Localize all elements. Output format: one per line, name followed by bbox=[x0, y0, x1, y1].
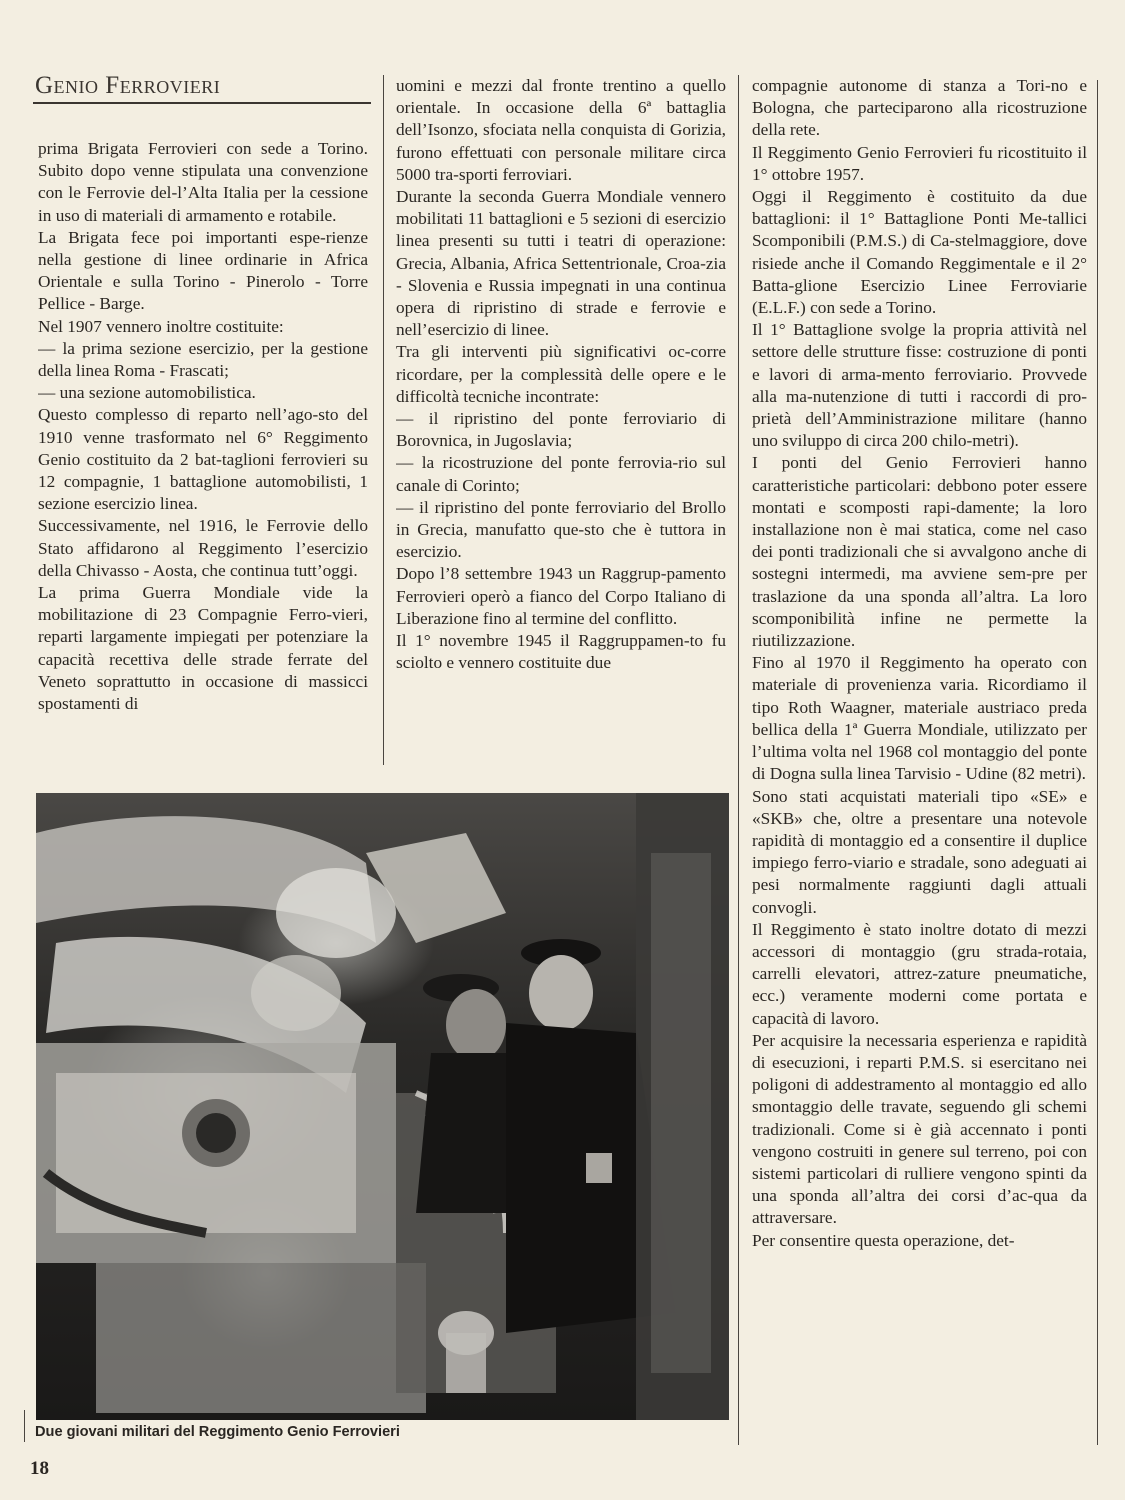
paragraph: Nel 1907 vennero inoltre costituite: bbox=[38, 316, 284, 336]
paragraph: Per consentire questa operazione, det- bbox=[752, 1230, 1015, 1250]
photo-caption: Due giovani militari del Reggimento Genio Ferrovieri bbox=[35, 1424, 400, 1440]
column-divider bbox=[738, 75, 739, 1445]
paragraph: Il Reggimento è stato inoltre dotato di mezzi accessori di montaggio (gru strada-rotaia, carrelli elevatori, attrez-zature pneumatiche, ecc.) veramente moderni come portata e capacità di lavoro. bbox=[752, 919, 1087, 1028]
section-title-rule bbox=[33, 102, 371, 104]
section-title: Genio Ferrovieri bbox=[35, 72, 221, 99]
text-column-1 bbox=[38, 138, 368, 768]
paragraph: La Brigata fece poi importanti espe-rienze nella gestione di linee ordinarie in Africa Orientale e sulla Torino - Pinerolo - Torre Pellice - Barge. bbox=[38, 227, 368, 314]
paragraph: — il ripristino del ponte ferroviario di Borovnica, in Jugoslavia; bbox=[396, 409, 726, 451]
paragraph: Successivamente, nel 1916, le Ferrovie dello Stato affidarono al Reggimento l’esercizio della Chivasso - Aosta, che continua tutt’oggi. bbox=[38, 516, 368, 580]
page-number: 18 bbox=[30, 1458, 49, 1479]
paragraph: I ponti del Genio Ferrovieri hanno caratteristiche particolari: debbono poter essere montati e scomposti rapi-damente; la loro installazione non è mai statica, come nel caso dei ponti tradizionali che si avvalgono anche di sostegni intermedi, ma avviene sem-pre per traslazione da una sponda all’altra. La loro scomponibilità infine ne permette la riutilizzazione. bbox=[752, 453, 1087, 651]
text-column-3 bbox=[752, 75, 1087, 1483]
photo-engine-room bbox=[36, 793, 729, 1420]
text-column-2 bbox=[396, 75, 726, 769]
paragraph: Dopo l’8 settembre 1943 un Raggrup-pamento Ferrovieri operò a fianco del Corpo Italiano di Liberazione fino al termine del conflitto. bbox=[396, 564, 726, 628]
paragraph: — la prima sezione esercizio, per la gestione della linea Roma - Frascati; bbox=[38, 338, 368, 381]
paragraph: Tra gli interventi più significativi oc-corre ricordare, per la complessità delle opere e le difficoltà tecniche incontrate: bbox=[396, 342, 726, 406]
paragraph: Questo complesso di reparto nell’ago-sto del 1910 venne trasformato nel 6° Reggimento Genio costituito da 2 bat-taglioni ferrovieri su 12 compagnie, 1 battaglione automobilisti, 1 sezione esercizio linea. bbox=[38, 405, 368, 514]
paragraph: Il 1° novembre 1945 il Raggruppamen-to fu sciolto e vennero costituite due bbox=[396, 631, 726, 673]
paragraph: Per acquisire la necessaria esperienza e rapidità di esecuzioni, i reparti P.M.S. si esercitano nei poligoni di addestramento al montaggio ed allo smontaggio delle travate, seguendo gli schemi tradizionali. Come si è già accennato i ponti vengono costruiti in genere sul terreno, poi con sistemi particolari di rulliere vengono spinti da una sponda all’altra dei corsi d’ac-qua da attraversare. bbox=[752, 1030, 1087, 1228]
paragraph: Il 1° Battaglione svolge la propria attività nel settore delle strutture fisse: costruzione di ponti e lavori di arma-mento ferroviario. Provvede alla ma-nutenzione di tutti i raccordi di pro-prietà dell’Amministrazione militare (hanno uno sviluppo di circa 200 chilo-metri). bbox=[752, 320, 1087, 451]
paragraph: Oggi il Reggimento è costituito da due battaglioni: il 1° Battaglione Ponti Me-tallici Scomponibili (P.M.S.) di Ca-stelmaggiore, dove risiede anche il Comando Reggimentale e il 2° Batta-glione Esercizio Linee Ferroviarie (E.L.F.) con sede a Torino. bbox=[752, 187, 1087, 318]
paragraph: La prima Guerra Mondiale vide la mobilitazione di 23 Compagnie Ferro-vieri, reparti largamente impiegati per potenziare la capacità recettiva delle strade ferrate del Veneto soprattutto in occasione di massicci spostamenti di bbox=[38, 583, 368, 714]
paragraph: compagnie autonome di stanza a Tori-no e Bologna, che parteciparono alla ricostruzione della rete. bbox=[752, 76, 1087, 140]
paragraph: prima Brigata Ferrovieri con sede a Torino. Subito dopo venne stipulata una convenzione con le Ferrovie del-l’Alta Italia per la cessione in uso di materiali di armamento e rotabile. bbox=[38, 139, 368, 225]
paragraph: — il ripristino del ponte ferroviario del Brollo in Grecia, manufatto que-sto che è tuttora in esercizio. bbox=[396, 497, 726, 562]
paragraph: Il Reggimento Genio Ferrovieri fu ricostituito il 1° ottobre 1957. bbox=[752, 142, 1087, 184]
photo-illustration bbox=[36, 793, 729, 1420]
paragraph: — una sezione automobilistica. bbox=[38, 383, 256, 403]
paragraph: Fino al 1970 il Reggimento ha operato con materiale di provenienza varia. Ricordiamo il tipo Roth Waagner, materiale austriaco preda bellica della 1ª Guerra Mondiale, utilizzato per l’ultima volta nel 1968 col montaggio del ponte di Dogna sulla linea Tarvisio - Udine (82 metri). bbox=[752, 653, 1087, 784]
paragraph: uomini e mezzi dal fronte trentino a quello orientale. In occasione della 6ª battaglia dell’Isonzo, sfociata nella conquista di Gorizia, furono effettuati con personale militare circa 5000 tra-sporti ferroviari. bbox=[396, 76, 726, 184]
column-divider bbox=[383, 75, 384, 765]
caption-divider bbox=[24, 1410, 25, 1442]
paragraph: — la ricostruzione del ponte ferrovia-rio sul canale di Corinto; bbox=[396, 453, 726, 495]
paragraph: Durante la seconda Guerra Mondiale vennero mobilitati 11 battaglioni e 5 sezioni di esercizio linea presenti su tutti i teatri di operazione: Grecia, Albania, Africa Settentrionale, Croa-zia - Slovenia e Russia impegnati in una continua opera di ripristino di strade e ferrovie e nell’esercizio di linee. bbox=[396, 187, 726, 340]
paragraph: Sono stati acquistati materiali tipo «SE» e «SKB» che, oltre a presentare una notevole rapidità di montaggio ed a consentire il duplice impiego ferro-viario e stradale, sono adeguati ai pesi normalmente raggiunti dagli attuali convogli. bbox=[752, 786, 1087, 917]
column-divider bbox=[1097, 80, 1098, 1445]
